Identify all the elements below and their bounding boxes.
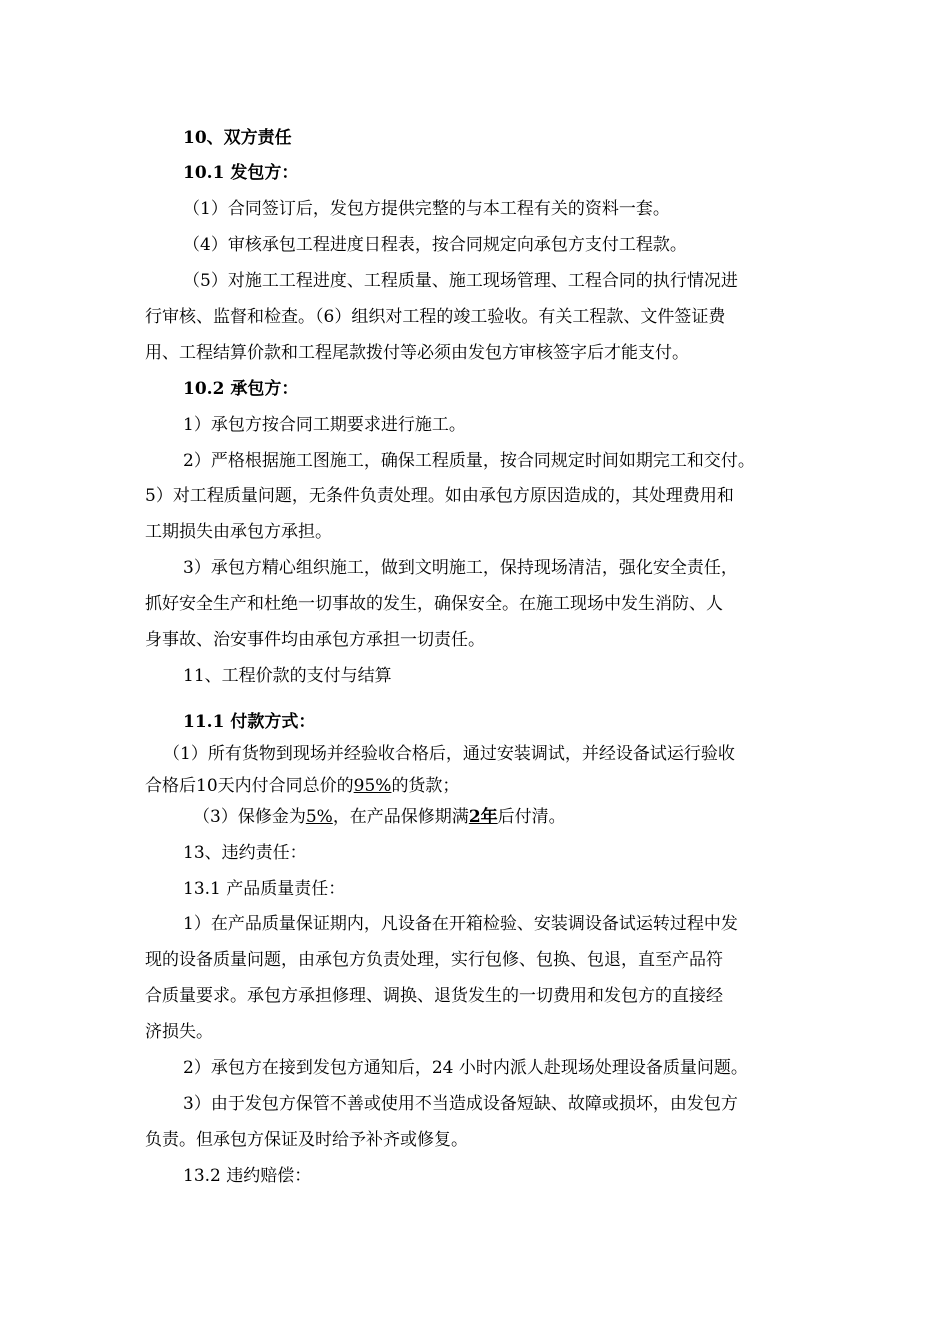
paragraph-line: 2）承包方在接到发包方通知后，24 小时内派人赴现场处理设备质量问题。 [183,1058,748,1078]
payment-line [145,775,459,797]
section-10-2-heading: 10.2 承包方： [183,379,299,399]
paragraph-line: 身事故、治安事件均由承包方承担一切责任。 [145,630,485,650]
section-10-1-heading: 10.1 发包方： [183,163,299,183]
paragraph-line: （1）所有货物到现场并经验收合格后，通过安装调试，并经设备试运行验收 [163,744,735,764]
payment-text: 合格后10天内付合同总价的 [145,776,354,796]
section-11-1-heading: 11.1 付款方式： [183,712,316,732]
warranty-text-mid: ，在产品保修期满 [332,807,469,827]
section-11-heading: 11、工程价款的支付与结算 [183,666,392,686]
paragraph-line: 负责。但承包方保证及时给予补齐或修复。 [145,1130,468,1150]
section-10-heading: 10、双方责任 [183,128,292,148]
paragraph-line: 现的设备质量问题，由承包方负责处理，实行包修、包换、包退，直至产品符 [145,950,723,970]
paragraph-line: 5）对工程质量问题，无条件负责处理。如由承包方原因造成的，其处理费用和 [145,486,734,506]
warranty-period: 2年 [468,807,498,827]
warranty-text: （3）保修金为 [193,807,306,827]
paragraph-line: 1）承包方按合同工期要求进行施工。 [183,415,466,435]
paragraph-line: 1）在产品质量保证期内，凡设备在开箱检验、安装调设备试运转过程中发 [183,914,738,934]
paragraph-line: 合质量要求。承包方承担修理、调换、退货发生的一切费用和发包方的直接经 [145,986,723,1006]
paragraph-line: （5）对施工工程进度、工程质量、施工现场管理、工程合同的执行情况进 [183,271,738,291]
payment-percent: 95% [353,776,392,796]
paragraph-line: （1）合同签订后，发包方提供完整的与本工程有关的资料一套。 [183,199,670,219]
paragraph-line: 2）严格根据施工图施工，确保工程质量，按合同规定时间如期完工和交付。 [183,451,755,471]
paragraph-line: 3）由于发包方保管不善或使用不当造成设备短缺、故障或损坏，由发包方 [183,1094,738,1114]
section-13-1-heading: 13.1 产品质量责任： [183,879,346,899]
paragraph-line: 工期损失由承包方承担。 [145,522,332,542]
paragraph-line: 用、工程结算价款和工程尾款拨付等必须由发包方审核签字后才能支付。 [145,343,689,363]
warranty-text-end: 后付清。 [497,807,566,827]
paragraph-line: 抓好安全生产和杜绝一切事故的发生，确保安全。在施工现场中发生消防、人 [145,594,723,614]
payment-text-end: 的货款； [391,776,460,796]
paragraph-line: （4）审核承包工程进度日程表，按合同规定向承包方支付工程款。 [183,235,687,255]
paragraph-line: 3）承包方精心组织施工，做到文明施工，保持现场清洁，强化安全责任， [183,558,738,578]
paragraph-line: 行审核、监督和检查。（6）组织对工程的竣工验收。有关工程款、文件签证费 [145,307,726,327]
section-13-2-heading: 13.2 违约赔偿： [183,1166,312,1186]
section-13-heading: 13、违约责任： [183,843,307,863]
paragraph-line: 济损失。 [145,1022,213,1042]
warranty-percent: 5% [305,807,333,827]
warranty-line [193,806,566,828]
